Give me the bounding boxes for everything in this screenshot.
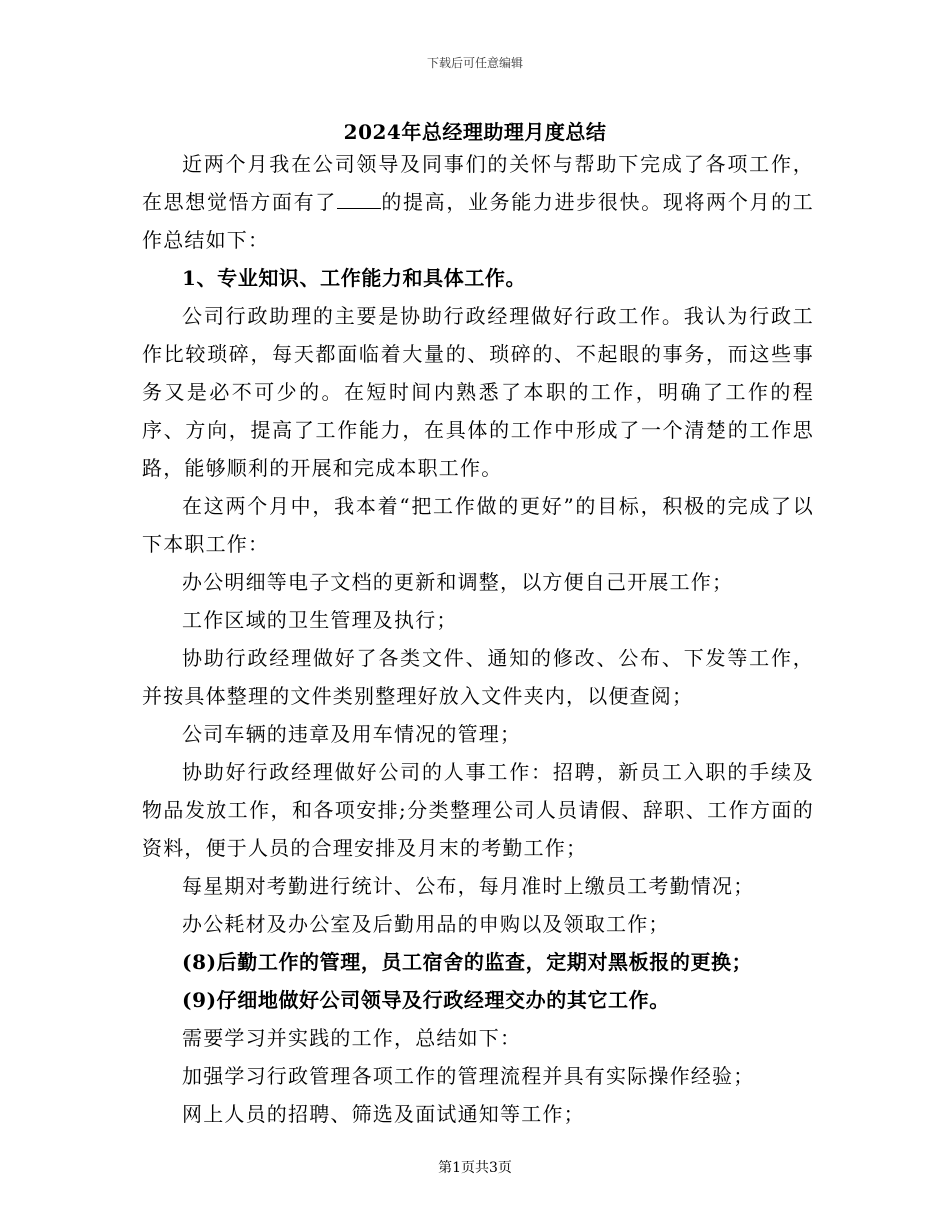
list-item: 工作区域的卫生管理及执行； [182,608,458,632]
fill-in-blank [337,192,381,209]
role-paragraph: 公司行政助理的主要是协助行政经理做好行政工作。我认为行政工作比较琐碎，每天都面临着大量的、琐碎的、不起眼的事务，而这些事务又是必不可少的。在短时间内熟悉了本职的工作，明确了工作的程序、方向，提高了工作能力，在具体的工作中形成了一个清楚的工作思路，能够顺利的开展和完成本职工作。 [142,304,814,480]
list-item: 公司车辆的违章及用车情况的管理； [182,722,522,746]
document-title: 2024年总经理助理月度总结 [343,120,607,144]
learn-paragraph: 需要学习并实践的工作，总结如下： [182,1026,522,1050]
intro-paragraph [142,145,814,259]
list-item: 办公明细等电子文档的更新和调整，以方便自己开展工作； [182,570,734,594]
list-item-bold: (8)后勤工作的管理，员工宿舍的监查，定期对黑板报的更换； [182,950,753,974]
list-item: 协助好行政经理做好公司的人事工作：招聘，新员工入职的手续及物品发放工作，和各项安排;分类整理公司人员请假、辞职、工作方面的资料，便于人员的合理安排及月末的考勤工作； [142,760,814,860]
header-note: 下载后可任意编辑 [426,56,523,70]
intro-text-part1: 近两个月我在公司领导及同事们的关怀与帮助下完成了各项工作，在思想觉悟方面有了 [142,152,814,214]
document-body [142,145,814,1133]
intro-text-part2: 的提高，业务能力进步很快。现将两个月的工作总结如下： [142,190,815,252]
list-item: 协助行政经理做好了各类文件、通知的修改、公布、下发等工作，并按具体整理的文件类别整理好放入文件夹内，以便查阅； [142,646,814,708]
list-item-bold: (9)仔细地做好公司领导及行政经理交办的其它工作。 [182,988,670,1012]
list-item: 每星期对考勤进行统计、公布，每月准时上缴员工考勤情况； [182,874,755,898]
learn-item: 网上人员的招聘、筛选及面试通知等工作； [182,1102,585,1126]
page-footer: 第1页共3页 [438,1160,512,1176]
list-item: 办公耗材及办公室及后勤用品的申购以及领取工作； [182,912,670,936]
goal-paragraph: 在这两个月中，我本着“把工作做的更好”的目标，积极的完成了以下本职工作： [142,494,814,556]
learn-item: 加强学习行政管理各项工作的管理流程并具有实际操作经验； [182,1064,755,1088]
section-heading: 1、专业知识、工作能力和具体工作。 [182,266,527,290]
